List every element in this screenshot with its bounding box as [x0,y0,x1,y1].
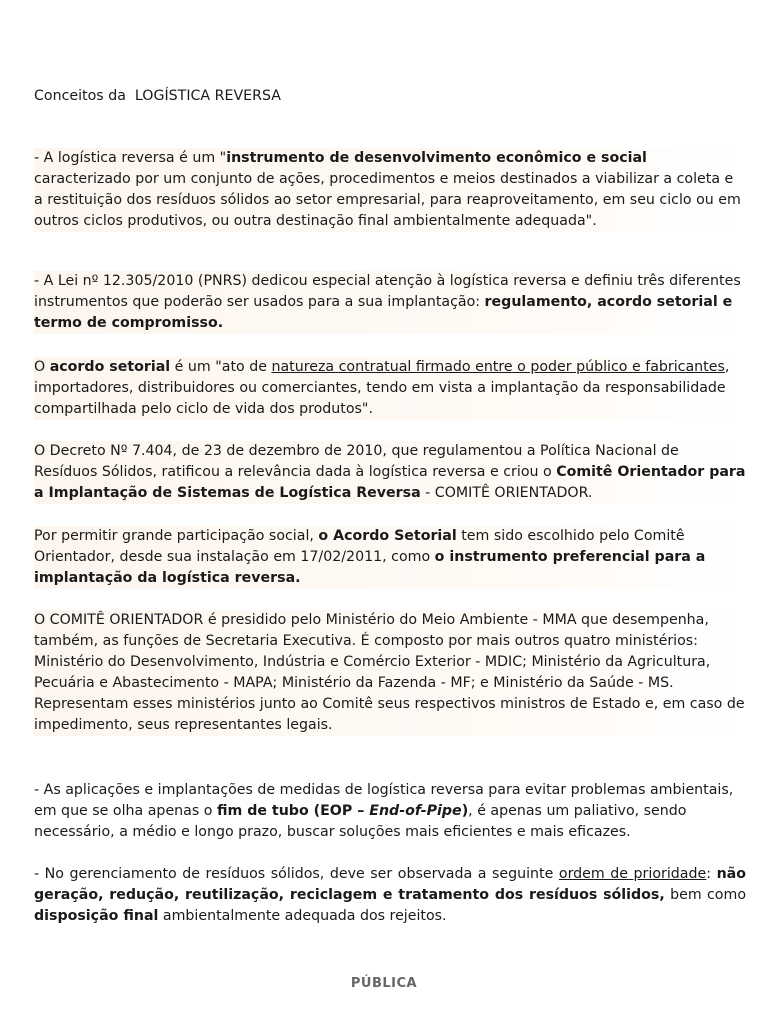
paragraph-definition: - A logística reversa é um "instrumento de desenvolvimento econômico e social caracterizado por um conjunto de ações, procedimentos e meios destinados a viabilizar a coleta e a restituição dos resíduos sólidos ao setor empresarial, para reaproveitamento, em seu ciclo ou em outros ciclos produtivos, ou outra destinação final ambientalmente adequada". [34,148,746,232]
paragraph-decreto: O Decreto Nº 7.404, de 23 de dezembro de 2010, que regulamentou a Política Nacional de Resíduos Sólidos, ratificou a relevância dada à logística reversa e criou o Comitê Orientador para a Implantação de Sistemas de Logística Reversa - COMITÊ ORIENTADOR. [34,441,746,504]
paragraph-acordo-setorial: O acordo setorial é um "ato de natureza contratual firmado entre o poder público e fabricantes, importadores, distribuidores ou comerciantes, tendo em vista a implantação da responsabilidade compartilhada pelo ciclo de vida dos produtos". [34,357,746,420]
paragraph-end-of-pipe: - As aplicações e implantações de medidas de logística reversa para evitar problemas ambientais, em que se olha apenas o fim de tubo (EOP – End-of-Pipe), é apenas um paliativo, sendo necessário, a médio e longo prazo, buscar soluções mais eficientes e mais eficazes. [34,782,734,840]
paragraph-ordem-prioridade: - No gerenciamento de resíduos sólidos, deve ser observada a seguinte ordem de prioridade: não geração, redução, reutilização, reciclagem e tratamento dos resíduos sólidos, bem como disposição final ambientalmente adequada dos rejeitos. [34,866,746,924]
page-title: Conceitos da LOGÍSTICA REVERSA [34,88,281,104]
classification-label: PÚBLICA [350,976,418,991]
paragraph-law-pnrs: - A Lei nº 12.305/2010 (PNRS) dedicou especial atenção à logística reversa e definiu três diferentes instrumentos que poderão ser usados para a sua implantação: regulamento, acordo setorial e termo de compromisso. [34,271,746,334]
paragraph-participacao-social: Por permitir grande participação social, o Acordo Setorial tem sido escolhido pelo Comitê Orientador, desde sua instalação em 17/02/2011, como o instrumento preferencial para a implantação da logística reversa. [34,526,746,589]
paragraph-comite-orientador: O COMITÊ ORIENTADOR é presidido pelo Ministério do Meio Ambiente - MMA que desempenha, também, as funções de Secretaria Executiva. É composto por mais outros quatro ministérios: Ministério do Desenvolvimento, Indústria e Comércio Exterior - MDIC; Ministério da Agricultura, Pecuária e Abastecimento - MAPA; Ministério da Fazenda - MF; e Ministério da Saúde - MS. Representam esses ministérios junto ao Comitê seus respectivos ministros de Estado e, em caso de impedimento, seus representantes legais. [34,610,746,736]
